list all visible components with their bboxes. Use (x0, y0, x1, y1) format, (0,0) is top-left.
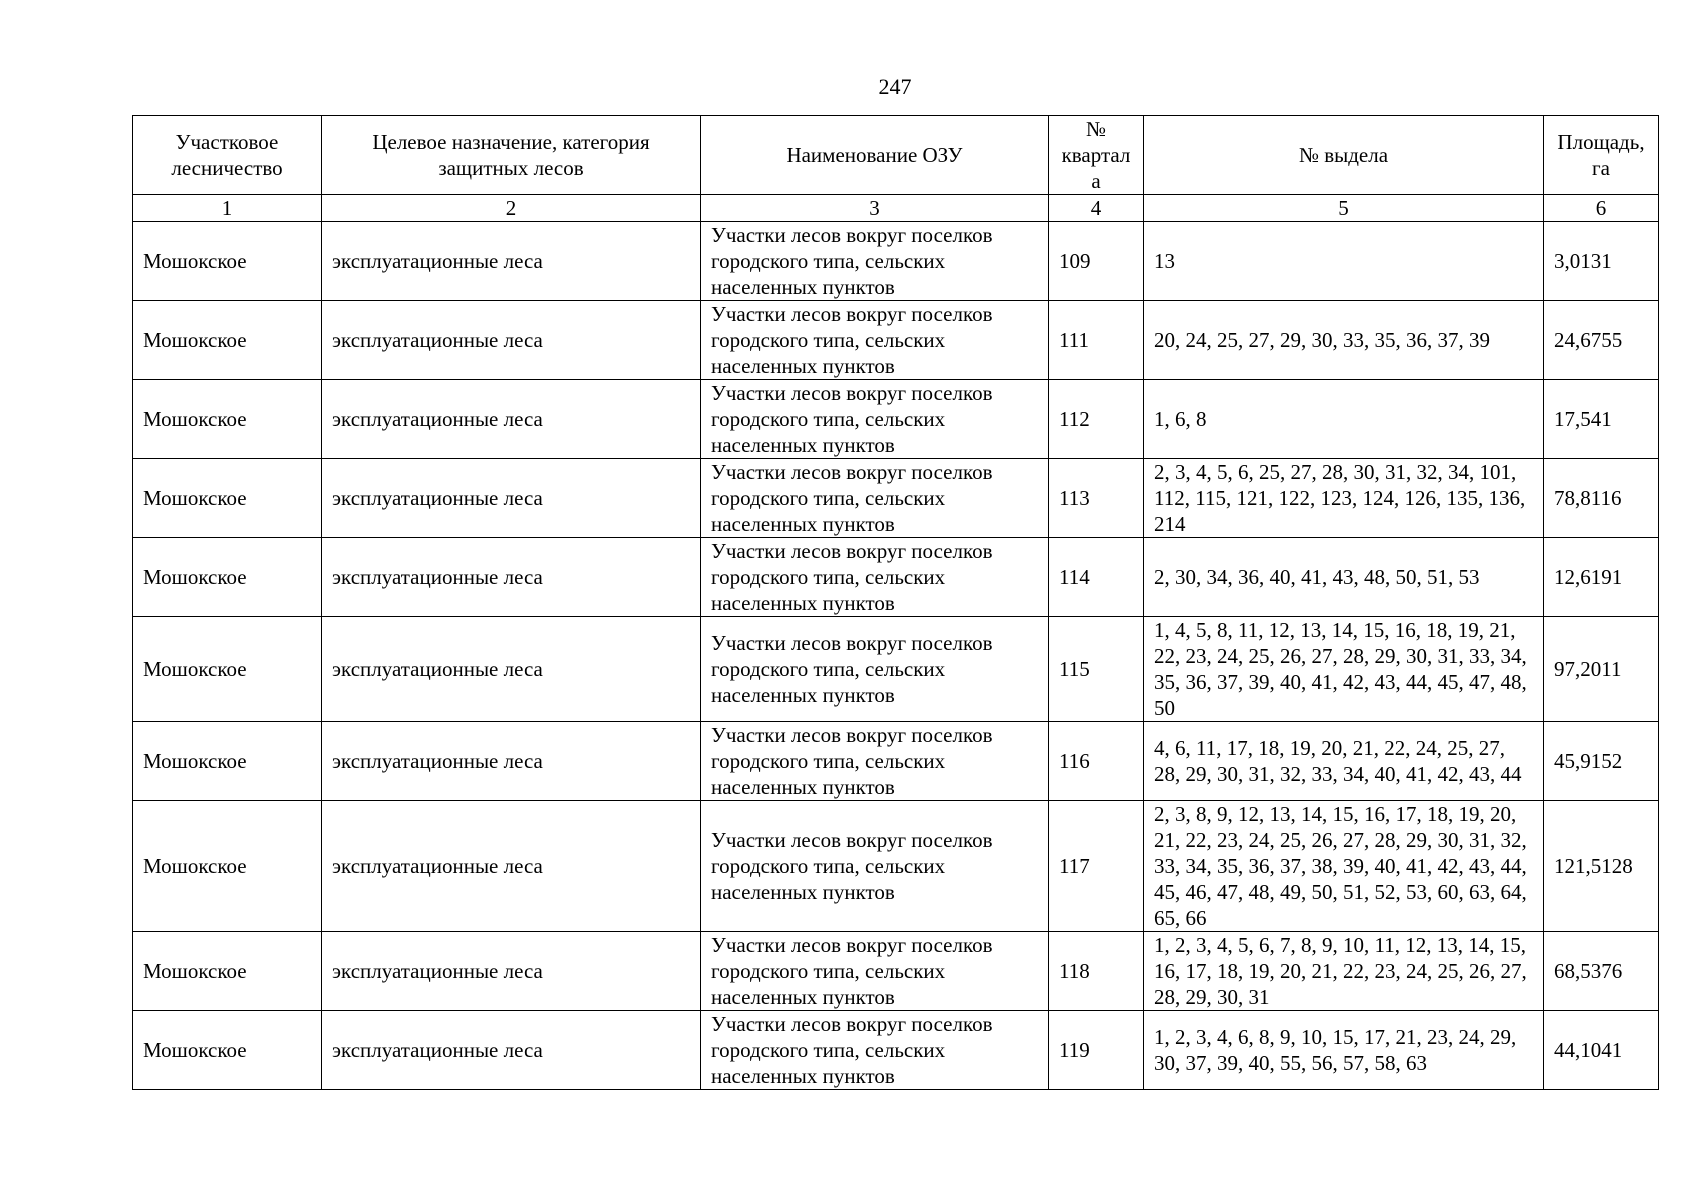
cell-forestry: Мошокское (133, 722, 322, 801)
cell-quarter: 109 (1049, 222, 1144, 301)
column-number: 1 (133, 195, 322, 222)
header-area: Площадь, га (1544, 116, 1659, 195)
cell-area: 68,5376 (1544, 932, 1659, 1011)
cell-area: 44,1041 (1544, 1011, 1659, 1090)
cell-ozu-name: Участки лесов вокруг поселков городского типа, сельских населенных пунктов (701, 538, 1049, 617)
table-row (133, 1011, 1659, 1090)
cell-purpose: эксплуатационные леса (322, 1011, 701, 1090)
table-row (133, 538, 1659, 617)
page-number: 247 (878, 74, 912, 99)
cell-quarter: 116 (1049, 722, 1144, 801)
cell-purpose: эксплуатационные леса (322, 380, 701, 459)
header-quarter: № квартал а (1049, 116, 1144, 195)
cell-forestry: Мошокское (133, 801, 322, 932)
cell-forestry: Мошокское (133, 459, 322, 538)
table-row (133, 617, 1659, 722)
column-number: 5 (1144, 195, 1544, 222)
cell-purpose: эксплуатационные леса (322, 222, 701, 301)
cell-area: 3,0131 (1544, 222, 1659, 301)
table-row (133, 459, 1659, 538)
cell-forestry: Мошокское (133, 538, 322, 617)
column-number: 3 (701, 195, 1049, 222)
cell-plots: 2, 30, 34, 36, 40, 41, 43, 48, 50, 51, 53 (1144, 538, 1544, 617)
cell-forestry: Мошокское (133, 222, 322, 301)
cell-quarter: 112 (1049, 380, 1144, 459)
cell-ozu-name: Участки лесов вокруг поселков городского типа, сельских населенных пунктов (701, 722, 1049, 801)
cell-plots: 20, 24, 25, 27, 29, 30, 33, 35, 36, 37, 39 (1144, 301, 1544, 380)
cell-forestry: Мошокское (133, 617, 322, 722)
cell-plots: 1, 6, 8 (1144, 380, 1544, 459)
cell-forestry: Мошокское (133, 932, 322, 1011)
cell-ozu-name: Участки лесов вокруг поселков городского типа, сельских населенных пунктов (701, 459, 1049, 538)
cell-quarter: 117 (1049, 801, 1144, 932)
column-number-row (133, 195, 1659, 222)
table-row (133, 801, 1659, 932)
cell-purpose: эксплуатационные леса (322, 932, 701, 1011)
table-header-row (133, 116, 1659, 195)
cell-ozu-name: Участки лесов вокруг поселков городского типа, сельских населенных пунктов (701, 222, 1049, 301)
cell-area: 45,9152 (1544, 722, 1659, 801)
column-number: 4 (1049, 195, 1144, 222)
cell-ozu-name: Участки лесов вокруг поселков городского типа, сельских населенных пунктов (701, 932, 1049, 1011)
cell-ozu-name: Участки лесов вокруг поселков городского типа, сельских населенных пунктов (701, 1011, 1049, 1090)
cell-quarter: 118 (1049, 932, 1144, 1011)
cell-purpose: эксплуатационные леса (322, 301, 701, 380)
table-row (133, 222, 1659, 301)
column-number: 6 (1544, 195, 1659, 222)
cell-plots: 1, 4, 5, 8, 11, 12, 13, 14, 15, 16, 18, 19, 21, 22, 23, 24, 25, 26, 27, 28, 29, 30, 31, 33, 34, 35, 36, 37, 39, 40, 41, 42, 43, 44, 45, 47, 48, 50 (1144, 617, 1544, 722)
cell-ozu-name: Участки лесов вокруг поселков городского типа, сельских населенных пунктов (701, 301, 1049, 380)
cell-plots: 2, 3, 4, 5, 6, 25, 27, 28, 30, 31, 32, 34, 101, 112, 115, 121, 122, 123, 124, 126, 135, 136, 214 (1144, 459, 1544, 538)
cell-quarter: 111 (1049, 301, 1144, 380)
header-plots: № выдела (1144, 116, 1544, 195)
cell-plots: 13 (1144, 222, 1544, 301)
table-row (133, 722, 1659, 801)
cell-ozu-name: Участки лесов вокруг поселков городского типа, сельских населенных пунктов (701, 617, 1049, 722)
cell-area: 17,541 (1544, 380, 1659, 459)
cell-quarter: 114 (1049, 538, 1144, 617)
cell-purpose: эксплуатационные леса (322, 538, 701, 617)
cell-ozu-name: Участки лесов вокруг поселков городского типа, сельских населенных пунктов (701, 801, 1049, 932)
cell-area: 121,5128 (1544, 801, 1659, 932)
cell-purpose: эксплуатационные леса (322, 459, 701, 538)
cell-forestry: Мошокское (133, 1011, 322, 1090)
cell-quarter: 115 (1049, 617, 1144, 722)
cell-quarter: 113 (1049, 459, 1144, 538)
header-ozu-name: Наименование ОЗУ (701, 116, 1049, 195)
cell-purpose: эксплуатационные леса (322, 801, 701, 932)
cell-forestry: Мошокское (133, 301, 322, 380)
cell-purpose: эксплуатационные леса (322, 722, 701, 801)
forest-plots-table (132, 115, 1659, 1090)
cell-area: 12,6191 (1544, 538, 1659, 617)
column-number: 2 (322, 195, 701, 222)
cell-purpose: эксплуатационные леса (322, 617, 701, 722)
cell-area: 97,2011 (1544, 617, 1659, 722)
cell-plots: 4, 6, 11, 17, 18, 19, 20, 21, 22, 24, 25, 27, 28, 29, 30, 31, 32, 33, 34, 40, 41, 42, 43, 44 (1144, 722, 1544, 801)
cell-quarter: 119 (1049, 1011, 1144, 1090)
cell-forestry: Мошокское (133, 380, 322, 459)
table-row (133, 932, 1659, 1011)
table-row (133, 380, 1659, 459)
cell-plots: 1, 2, 3, 4, 5, 6, 7, 8, 9, 10, 11, 12, 13, 14, 15, 16, 17, 18, 19, 20, 21, 22, 23, 24, 25, 26, 27, 28, 29, 30, 31 (1144, 932, 1544, 1011)
table-body (133, 222, 1659, 1090)
cell-ozu-name: Участки лесов вокруг поселков городского типа, сельских населенных пунктов (701, 380, 1049, 459)
table-row (133, 301, 1659, 380)
header-forestry: Участковое лесничество (133, 116, 322, 195)
cell-plots: 1, 2, 3, 4, 6, 8, 9, 10, 15, 17, 21, 23, 24, 29, 30, 37, 39, 40, 55, 56, 57, 58, 63 (1144, 1011, 1544, 1090)
header-purpose: Целевое назначение, категория защитных лесов (322, 116, 701, 195)
cell-area: 78,8116 (1544, 459, 1659, 538)
cell-area: 24,6755 (1544, 301, 1659, 380)
cell-plots: 2, 3, 8, 9, 12, 13, 14, 15, 16, 17, 18, 19, 20, 21, 22, 23, 24, 25, 26, 27, 28, 29, 30, 31, 32, 33, 34, 35, 36, 37, 38, 39, 40, 41, 42, 43, 44, 45, 46, 47, 48, 49, 50, 51, 52, 53, 60, 63, 64, 65, 66 (1144, 801, 1544, 932)
